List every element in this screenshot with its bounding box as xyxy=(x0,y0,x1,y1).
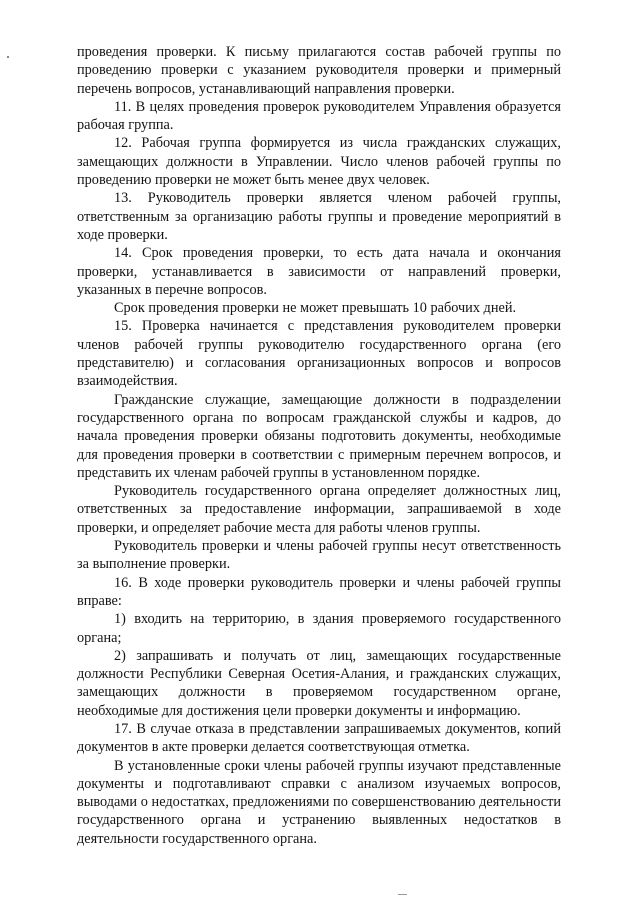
paragraph-right-1: 1) входить на территорию, в здания проверяемого государственного органа; xyxy=(77,611,561,646)
document-body xyxy=(77,43,561,848)
paragraph-term-limit: Срок проведения проверки не может превышать 10 рабочих дней. xyxy=(114,300,517,317)
paragraph-item-13: 13. Руководитель проверки является членом рабочей группы, ответственным за организацию работы группы и проведение мероприятий в ходе проверки. xyxy=(77,190,561,243)
paragraph-right-2: 2) запрашивать и получать от лиц, замещающих государственные должности Республики Северная Осетия-Алания, и гражданских служащих, замещающих должности в проверяемом государственном органе, необходимые для достижения цели проверки документы и информацию. xyxy=(77,647,561,719)
paragraph-item-14: 14. Срок проведения проверки, то есть дата начала и окончания проверки, устанавливается в зависимости от направлений проверки, указанных в перечне вопросов. xyxy=(77,245,561,298)
paragraph-item-11: 11. В целях проведения проверок руководителем Управления образуется рабочая группа. xyxy=(77,98,561,134)
paragraph-review: В установленные сроки члены рабочей группы изучают представленные документы и подготавливают справки с анализом изучаемых вопросов, выводами о недостатках, предложениями по совершенствованию деятельности государственного органа и устранению выявленных недостатков в деятельности государственного органа. xyxy=(77,757,561,847)
paragraph-civil-servants: Гражданские служащие, замещающие должности в подразделении государственного органа по вопросам гражданской службы и кадров, до начала проведения проверки обязаны подготовить документы, необходимые для проведения проверки в соответствии с примерным перечнем вопросов, и представить их членам рабочей группы в установленном порядке. xyxy=(77,391,561,481)
paragraph-agency-head: Руководитель государственного органа определяет должностных лиц, ответственных за предоставление информации, запрашиваемой в ходе проверки, и определяет рабочие места для работы членов группы. xyxy=(77,483,561,536)
page-footer-mark xyxy=(398,894,407,895)
scan-speck xyxy=(7,56,9,58)
paragraph-item-12: 12. Рабочая группа формируется из числа гражданских служащих, замещающих должности в Управлении. Число членов рабочей группы по проведению проверки не может быть менее двух человек. xyxy=(77,135,561,189)
paragraph-responsibility: Руководитель проверки и члены рабочей группы несут ответственность за выполнение проверки. xyxy=(77,538,561,573)
paragraph-continuation: проведения проверки. К письму прилагаются состав рабочей группы по проведению проверки с указанием руководителя проверки и примерный перечень вопросов, устанавливающий направления проверки. xyxy=(77,44,561,97)
paragraph-item-17: 17. В случае отказа в представлении запрашиваемых документов, копий документов в акте проверки делается соответствующая отметка. xyxy=(77,720,561,756)
paragraph-item-15: 15. Проверка начинается с представления руководителем проверки членов рабочей группы руководителю государственного органа (его представителю) и согласования организационных вопросов и вопросов взаимодействия. xyxy=(77,318,561,390)
paragraph-item-16: 16. В ходе проверки руководитель проверки и члены рабочей группы вправе: xyxy=(77,574,561,609)
